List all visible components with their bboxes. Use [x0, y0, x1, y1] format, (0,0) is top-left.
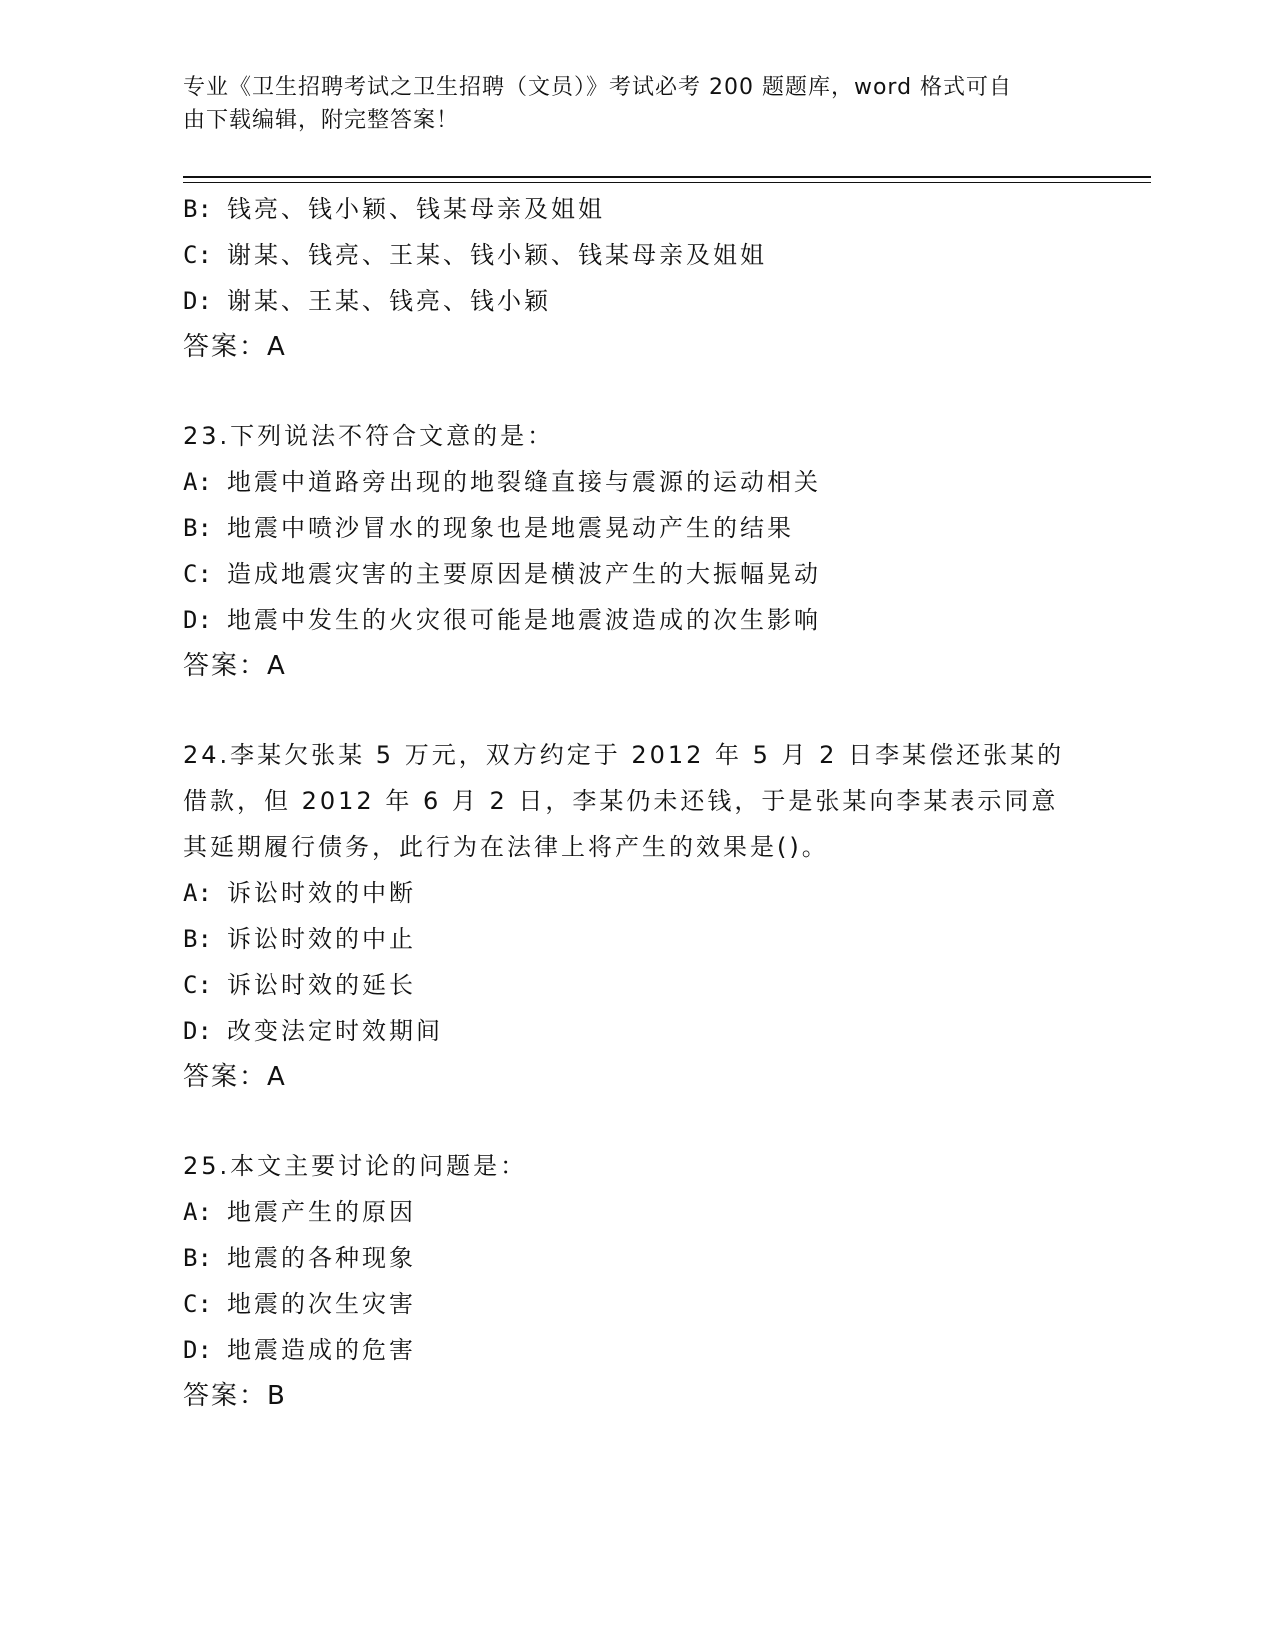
- option-key: D:: [183, 287, 212, 315]
- option-key: A:: [183, 879, 212, 907]
- option-text: 地震的次生灾害: [227, 1290, 416, 1318]
- document-header: [183, 71, 1063, 137]
- option-line: [183, 962, 1083, 1008]
- option-text: 谢某、钱亮、王某、钱小颖、钱某母亲及姐姐: [227, 241, 767, 269]
- spacer: [183, 689, 1083, 732]
- option-key: C:: [183, 1290, 212, 1318]
- answer-line: 答案：A: [183, 651, 287, 681]
- header-divider-thick: [183, 176, 1151, 178]
- answer-line: 答案：A: [183, 1062, 287, 1092]
- option-text: 诉讼时效的中止: [227, 925, 416, 953]
- option-key: A:: [183, 468, 212, 496]
- option-key: D:: [183, 606, 212, 634]
- option-text: 诉讼时效的中断: [227, 879, 416, 907]
- question-block-25: [183, 1143, 1083, 1419]
- option-text: 地震中发生的火灾很可能是地震波造成的次生影响: [227, 606, 821, 634]
- option-text: 造成地震灾害的主要原因是横波产生的大振幅晃动: [227, 560, 821, 588]
- option-line: [183, 1281, 1083, 1327]
- spacer: [183, 1100, 1083, 1143]
- option-key: B:: [183, 925, 212, 953]
- option-line: [183, 597, 1083, 643]
- option-line: [183, 232, 1083, 278]
- option-text: 地震中道路旁出现的地裂缝直接与震源的运动相关: [227, 468, 821, 496]
- option-key: B:: [183, 1244, 212, 1272]
- option-key: C:: [183, 560, 212, 588]
- header-line-1: 专业《卫生招聘考试之卫生招聘（文员）》考试必考 200 题题库，word 格式可自: [183, 75, 1013, 100]
- option-text: 诉讼时效的延长: [227, 971, 416, 999]
- header-line-2: 由下载编辑，附完整答案！: [183, 108, 460, 133]
- option-text: 地震产生的原因: [227, 1198, 416, 1226]
- option-line: [183, 551, 1083, 597]
- option-line: [183, 459, 1083, 505]
- option-key: D:: [183, 1017, 212, 1045]
- option-line: [183, 1189, 1083, 1235]
- header-divider-thin: [183, 182, 1151, 183]
- option-text: 地震的各种现象: [227, 1244, 416, 1272]
- option-text: 地震造成的危害: [227, 1336, 416, 1364]
- option-key: B:: [183, 514, 212, 542]
- option-text: 地震中喷沙冒水的现象也是地震晃动产生的结果: [227, 514, 794, 542]
- option-text: 改变法定时效期间: [227, 1017, 443, 1045]
- answer-line: 答案：B: [183, 1381, 287, 1411]
- option-key: B:: [183, 195, 212, 223]
- option-line: [183, 505, 1083, 551]
- question-stem: 25.本文主要讨论的问题是：: [183, 1152, 528, 1180]
- option-key: D:: [183, 1336, 212, 1364]
- question-block-24: [183, 732, 1083, 1100]
- option-line: [183, 1327, 1083, 1373]
- question-stem: 24.李某欠张某 5 万元，双方约定于 2012 年 5 月 2 日李某偿还张某的: [183, 741, 1065, 769]
- spacer: [183, 370, 1083, 413]
- question-stem: 其延期履行债务，此行为在法律上将产生的效果是()。: [183, 833, 829, 861]
- question-stem: 借款，但 2012 年 6 月 2 日，李某仍未还钱，于是张某向李某表示同意: [183, 787, 1059, 815]
- question-block-23: [183, 413, 1083, 689]
- document-body: [183, 186, 1083, 1419]
- option-line: [183, 186, 1083, 232]
- option-text: 谢某、王某、钱亮、钱小颖: [227, 287, 551, 315]
- option-line: [183, 870, 1083, 916]
- option-key: C:: [183, 241, 212, 269]
- option-line: [183, 278, 1083, 324]
- answer-line: 答案：A: [183, 332, 287, 362]
- option-line: [183, 916, 1083, 962]
- option-text: 钱亮、钱小颖、钱某母亲及姐姐: [227, 195, 605, 223]
- option-line: [183, 1008, 1083, 1054]
- question-block-22: [183, 186, 1083, 370]
- option-key: C:: [183, 971, 212, 999]
- option-line: [183, 1235, 1083, 1281]
- option-key: A:: [183, 1198, 212, 1226]
- question-stem: 23.下列说法不符合文意的是：: [183, 422, 555, 450]
